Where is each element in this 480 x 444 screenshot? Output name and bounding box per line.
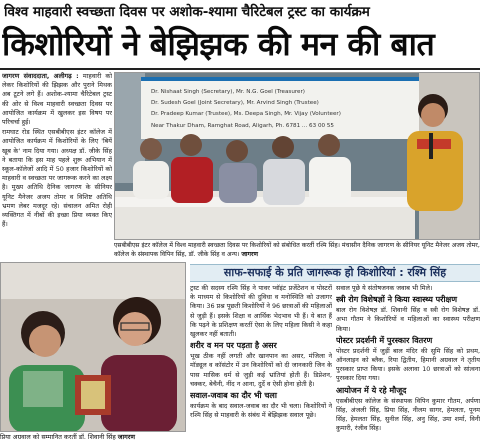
photo2-caption: प्रिया अग्रवाल को सम्मानित करतीं डॉ. शिवानी सिंह जागरण: [0, 433, 136, 441]
lead-paragraph-1: जागरण संवाददाता, अलीगढ़ : माहवारी को लेकर किशोरियों की झिझक और पुराने मिथक अब टूटने लगे हैं। अशोक-श्यामा चैरिटेबल ट्रस्ट की ओर से विश्व माहवारी स्वच्छता दिवस पर आयोजित कार्यक्रम में खुलकर इस विषय पर परिचर्चा हुई।: [2, 72, 112, 127]
section-headline: साफ-सफाई के प्रति जागरूक हो किशोरियां : रश्मि सिंह: [190, 264, 480, 282]
lead-paragraph-2: रामघाट रोड स्थित एसबीबीएस इंटर कॉलेज में आयोजित कार्यक्रम में किशोरियों के लिए 'बियें खूब के' नाम दिया गया। अध्यक्ष डॉ. जीके सिंह ने बताया कि इस माह पहले शुरू अभियान में स्कूल-कॉलेजों आदि में 50 हजार किशोरियों को माहवारी व स्वच्छता पर जागरूक करने का लक्ष्य है। मुख्य अतिथि दैनिक जागरण के सीनियर यूनिट मैनेजर अजय तोमर व विशिष्ट अतिथि भ्रमण लेबर मजदूर रहे। संचालन अमित रोही व्यक्तिगत में नीबों की इच्छा प्रिया व्यक्त किए हैं।: [2, 128, 112, 229]
banner-line: Near Thakur Dham, Ramghat Road, Aligarh, Ph. 6781 ... 63 00 55: [151, 123, 334, 129]
col3-subhead-text: पोस्टर प्रदर्शनी में जुड़ीं बाल मंदिर की सुमि सिंह को प्रथम, ऑनलाइन को ब्लैक, रिया द्वितीय, हिमानी अग्रवाल ने तृतीय पुरस्कार प्राप्त किया। इसके अलावा 10 छात्राओं को सांत्वना पुरस्कार दिया गया।: [336, 346, 480, 383]
col2-subhead: सवाल-जवाब का दौर भी चला: [190, 391, 277, 401]
col2-paragraph: ट्रस्ट की सदस्य रश्मि सिंह ने पावर प्वॉइंट प्रजेंटेशन व पोस्टरों के माध्यम से किशोरियों की दुविधा व मनोस्थिति को उजागर किया। 36 प्रश्न पूछती किशोरियों ने 96 छात्राओं की महिलाओं से जुड़ी हैं। इसके शिक्षा व आर्थिक भेदभाव भी हैं। ये बात हैं कि पढ़ने के प्रशिक्षण करतीं ऐसा के लिए महिला किसी ने कहा खुलकर नहीं बताती।: [190, 284, 332, 339]
lead-story-column: [2, 72, 112, 258]
col3-subhead: पोस्टर प्रदर्शनी में पुरस्कार वितरण: [336, 335, 433, 345]
story-column-3: [336, 284, 480, 444]
banner-line: Dr. Pradeep Kumar (Trustee), Ms. Deepa Singh, Mr. Vijay (Volunteer): [151, 111, 341, 117]
photo1-credit: जागरण: [241, 251, 258, 259]
photo2-credit: जागरण: [117, 433, 136, 441]
col3-subhead: स्त्री रोग विशेषज्ञों ने किया स्वास्थ्य परीक्षण: [336, 295, 458, 305]
col3-subhead-text: एसबीबीएस कॉलेज के संस्थापक विपिन कुमार गौतम, अर्पणा सिंह, अंजली सिंह, प्रिया सिंह, नीलम सागर, हेमलता, पूनम सिंह, हेमलता सिंह, सुनील सिंह, अनु सिंह, उमा शर्मा, विनी कुमारी, रंजीव सिंह।: [336, 396, 480, 433]
banner-line: Dr. Sudesh Goel (Joint Secretary), Mr. Arvind Singh (Trustee): [151, 100, 319, 106]
col2-subhead-text: भूख ठीक नहीं लगती और खानपान का असर, मंजिला ने मॉड्यूल व कॉसंटोर में उन किशोरियों को दी जानकारी जिन के पास मासिक धर्म से जुड़ी कई भ्रांतियां होती हैं। डिप्रेशन, चक्कर, बेचैनी, नींद न आना, दुर्दे व ऐसी होना होती है।: [190, 352, 332, 388]
event-stage-photo: [114, 72, 480, 240]
headline-rule: [0, 68, 480, 70]
banner-line: Dr. Nishaat Singh (Secretary), Mr. N.G. Goel (Treasurer): [151, 89, 305, 95]
kicker-headline: विश्व माहवारी स्वच्छता दिवस पर अशोक-श्यामा चैरिटेबल ट्रस्ट का कार्यक्रम: [4, 4, 370, 20]
col2-subhead-text: कार्यक्रम के बाद सवाल-जवाब का दौर भी चला। किशोरियों ने रश्मि सिंह से माहवारी के संबंध में बेझिझक सवाल पूछे।: [190, 402, 332, 420]
dateline: जागरण संवाददाता, अलीगढ़ :: [2, 72, 79, 80]
story-column-2: [190, 284, 332, 444]
col2-subhead: शरीर व मन पर पड़ता है असर: [190, 341, 277, 351]
photo1-caption: एसबीबीएस इंटर कॉलेज में विश्व माहवारी स्वच्छता दिवस पर किशोरियों को संबोधित करतीं रश्मि सिंह। मंचासीन दैनिक जागरण के सीनियर यूनिट मैनेजर अजय तोमर, कॉलेज के संस्थापक विपिन सिंह, डॉ. जीके सिंह व अन्य। जागरण: [114, 242, 480, 259]
main-headline: किशोरियों ने बेझिझक की मन की बात: [2, 25, 435, 63]
col3-intro: सवाल पूछे ये संतोषजनक जवाब भी मिले।: [336, 284, 433, 292]
col3-subhead: आयोजन में ये रहे मौजूद: [336, 385, 407, 395]
col3-subhead-text: बाल रोग विशेषज्ञ डॉ. शिवानी सिंह व स्त्री रोग विशेषज्ञ डॉ. अभा गौतम ने किशोरियों व महिलाओं का स्वास्थ्य परीक्षण किया।: [336, 306, 480, 333]
award-photo: [0, 262, 186, 432]
